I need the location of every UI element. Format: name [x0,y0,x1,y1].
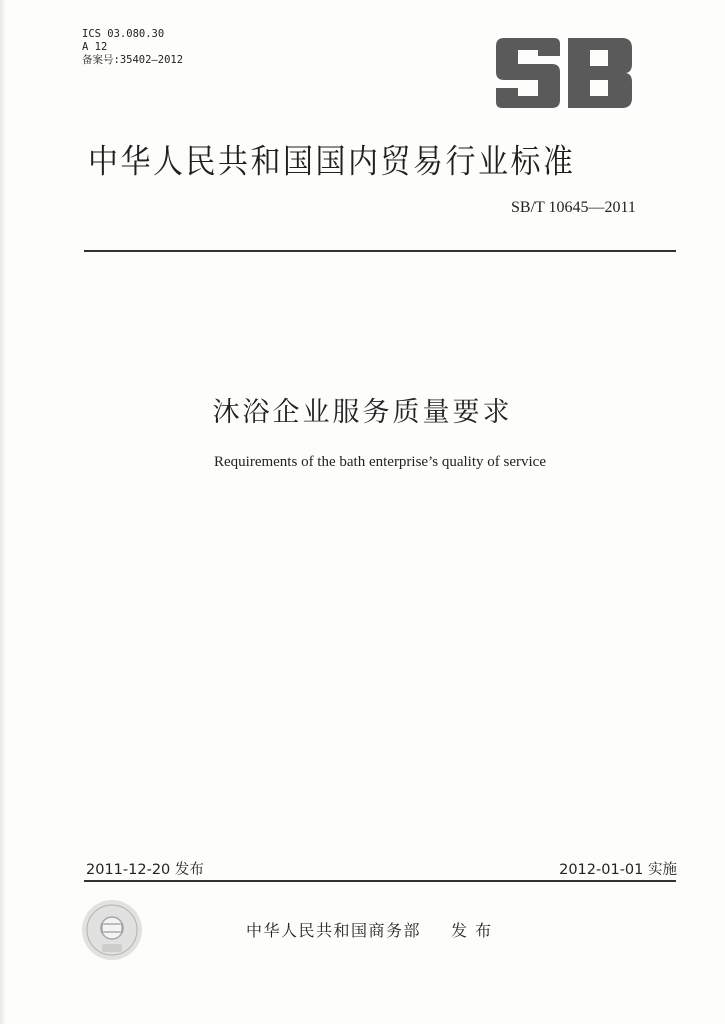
sb-logo [492,36,634,110]
classification-codes [82,28,183,67]
publisher-seal-icon [80,898,144,962]
footer-divider [84,880,676,882]
standard-category-title: 中华人民共和国国内贸易行业标准 [88,142,576,182]
sb-logo-letter-s [496,38,560,108]
publisher-name: 中华人民共和国商务部 [246,921,422,940]
record-number: 备案号:35402—2012 [82,54,184,66]
publish-label: 发 布 [451,921,493,940]
document-title-en: Requirements of the bath enterprise’s quality of service [214,454,546,470]
sb-logo-letter-b [568,38,632,108]
issue-date: 2011-12-20 发布 [86,862,204,878]
class-code: A 12 [82,41,108,53]
implementation-date: 2012-01-01 实施 [559,862,677,878]
ics-code: ICS 03.080.30 [82,28,165,40]
standard-number: SB/T 10645—2011 [511,199,636,216]
document-title-cn: 沐浴企业服务质量要求 [212,397,513,428]
publisher-line [246,918,493,941]
scan-edge-shadow [0,0,6,1024]
header-divider [84,250,676,252]
